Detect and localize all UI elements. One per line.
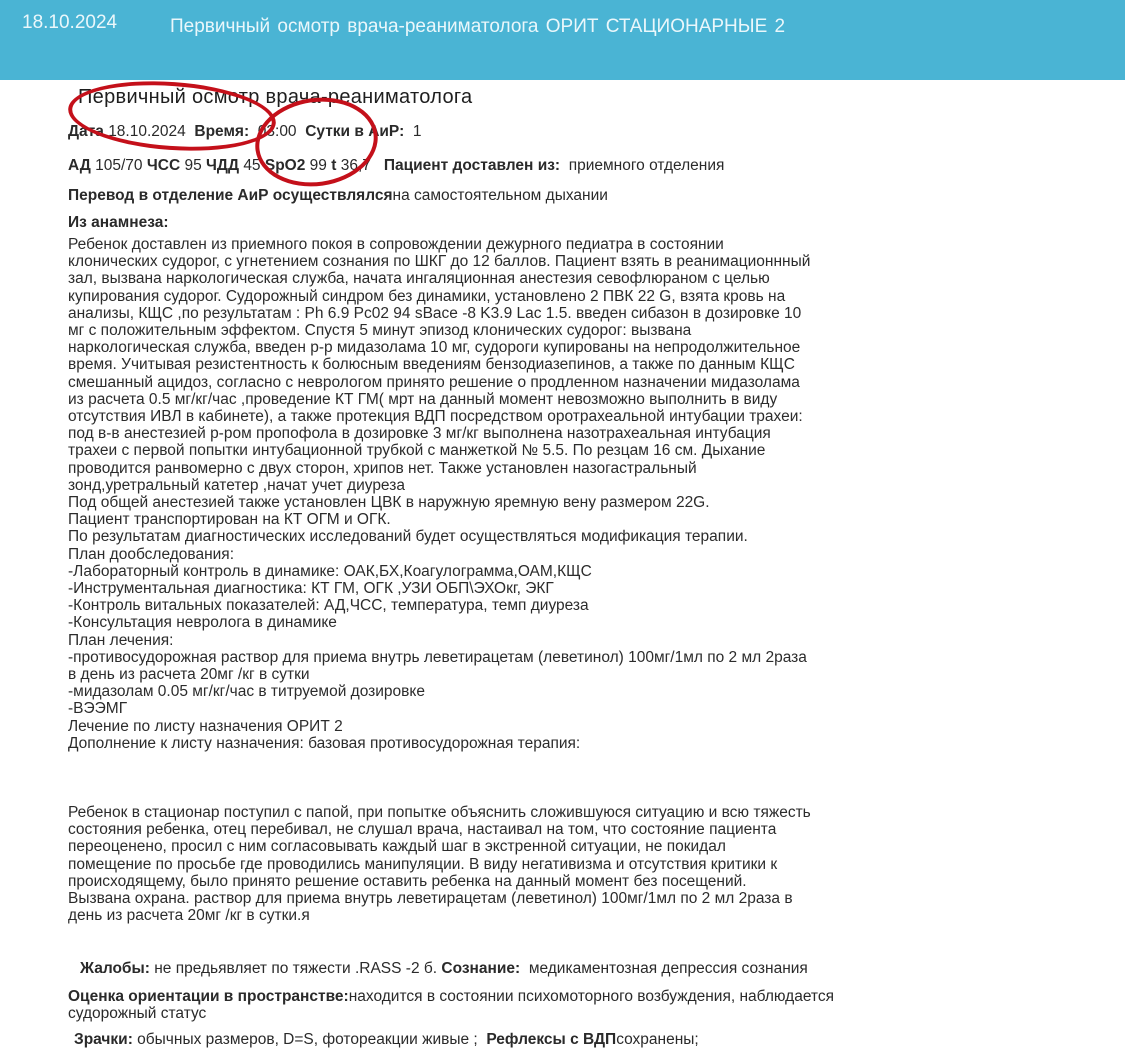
spo2-value: 99 — [309, 157, 327, 174]
chss-label: ЧСС — [146, 157, 181, 174]
consciousness-label: Сознание: — [441, 960, 521, 977]
date-time-row — [68, 123, 421, 141]
transfer-label: Перевод в отделение АиР осуществлялся — [68, 187, 393, 204]
header-title: Первичный осмотр врача-реаниматолога ОРИТ СТАЦИОНАРНЫЕ 2 — [170, 16, 786, 37]
vitals-row — [68, 157, 724, 175]
anamnesis-heading: Из анамнеза: — [68, 214, 169, 231]
ad-value: 105/70 — [95, 157, 143, 174]
reflex-label: Рефлексы с ВДП — [486, 1031, 617, 1048]
date-label: Дата — [68, 123, 104, 140]
header-date: 18.10.2024 — [22, 12, 118, 33]
reflex-value: сохранены; — [616, 1031, 699, 1048]
chdd-value: 45 — [243, 157, 261, 174]
pupils-label: Зрачки: — [74, 1031, 133, 1048]
spo2-label: SpO2 — [264, 157, 306, 174]
transfer-row — [68, 187, 608, 205]
document-title: Первичный осмотр врача-реаниматолога — [78, 86, 473, 108]
orientation-value-1: находится в состоянии психомоторного возбуждения, наблюдается — [348, 988, 834, 1005]
complaints-value: не предьявляет по тяжести .RASS -2 б. — [154, 960, 438, 977]
date-value: 18.10.2024 — [108, 123, 186, 140]
transfer-value: на самостоятельном дыхании — [392, 187, 608, 204]
pupils-row — [74, 1031, 699, 1049]
orientation-label: Оценка ориентации в пространстве: — [68, 988, 349, 1005]
t-value: 36,7 — [340, 157, 371, 174]
ad-label: АД — [68, 157, 91, 174]
delivered-label: Пациент доставлен из: — [383, 157, 561, 174]
t-label: t — [331, 157, 337, 174]
day-label: Сутки в АиР: — [305, 123, 405, 140]
chdd-label: ЧДД — [206, 157, 239, 174]
delivered-value: приемного отделения — [568, 157, 725, 174]
time-label: Время: — [194, 123, 250, 140]
time-value: 03:00 — [257, 123, 297, 140]
orientation-row — [68, 988, 834, 1006]
orientation-row-2: судорожный статус — [68, 1005, 207, 1022]
top-bar — [0, 0, 1125, 80]
pupils-value: обычных размеров, D=S, фотореакции живые ; — [137, 1031, 478, 1048]
day-value: 1 — [412, 123, 422, 140]
consciousness-value: медикаментозная депрессия сознания — [528, 960, 808, 977]
complaints-row — [80, 960, 808, 978]
father-paragraph: Ребенок в стационар поступил с папой, при попытке объяснить сложившуюся ситуацию и всю тяжесть состояния ребенка, отец перебивал, не слушал врача, настаивал на том, что состояние пациента переоценено, просил с ним согласовывать каждый шаг в экстренной ситуации, не покидал помещение по просьбе где проводились манипуляции. В виду негативизма и отсутствия критики к происходящему, было принято решение оставить ребенка на данный момент без посещений. Вызвана охрана. раствор для приема внутрь леветирацетам (леветинол) 100мг/1мл по 2 мл 2раза в день из расчета 20мг /кг в сутки.я — [68, 804, 811, 925]
anamnesis-text: Ребенок доставлен из приемного покоя в сопровождении дежурного педиатра в состоянии клонических судорог, с угнетением сознания по ШКГ до 12 баллов. Пациент взять в реанимационнный зал, вызвана наркологическая служба, начата ингаляционная анестезия севофлюраном с целью купирования судорог. Судорожный синдром без динамики, установлено 2 ПВК 22 G, взята кровь на анализы, КЩС ,по результатам : Ph 6.9 Pc02 94 sBace -8 K3.9 Lac 1.5. введен сибазон в дозировке 10 мг с положительным эффектом. Спустя 5 минут эпизод клонических судорог: вызвана наркологическая служба, введен р-р мидазолама 10 мг, судороги купированы на непродолжительное время. Учитывая резистентность к болюсным введениям бензодиазепинов, а также по данным КЩС смешанный ацидоз, согласно с неврологом принято решение о продленном назначении мидазолама из расчета 0.5 мг/кг/час ,проведение КТ ГМ( мрт на данный момент невозможно выполнить в виду отсутствия ИВЛ в кабинете), а также протекция ВДП посредством оротрахеальной интубации трахеи: под в-в анестезией р-ром пропофола в дозировке 3 мг/кг выполнена назотрахеальная интубация трахеи с первой попытки интубационной трубкой с манжеткой № 5.5. По резцам 16 см. Дыхание проводится ранвомерно с двух сторон, хрипов нет. Также установлен назогастральный зонд,уретральный катетер ,начат учет диуреза Под общей анестезией также установлен ЦВК в наружную яремную вену размером 22G. Пациент транспортирован на КТ ОГМ и ОГК. По результатам диагностических исследований будет осуществляться модификация терапии. План дообследования: -Лабораторный контроль в динамике: ОАК,БХ,Коагулограмма,ОАМ,КЩС -Инструментальная диагностика: КТ ГМ, ОГК ,УЗИ ОБП\ЭХОкг, ЭКГ -Контроль витальных показателей: АД,ЧСС, температура, темп диуреза -Консультация невролога в динамике План лечения: -противосудорожная раствор для приема внутрь леветирацетам (леветинол) 100мг/1мл по 2 мл 2раза в день из расчета 20мг /кг в сутки -мидазолам 0.05 мг/кг/час в титруемой дозировке -ВЭЭМГ Лечение по листу назначения ОРИТ 2 Дополнение к листу назначения: базовая противосудорожная терапия: — [68, 236, 811, 752]
complaints-label: Жалобы: — [80, 960, 150, 977]
chss-value: 95 — [184, 157, 202, 174]
